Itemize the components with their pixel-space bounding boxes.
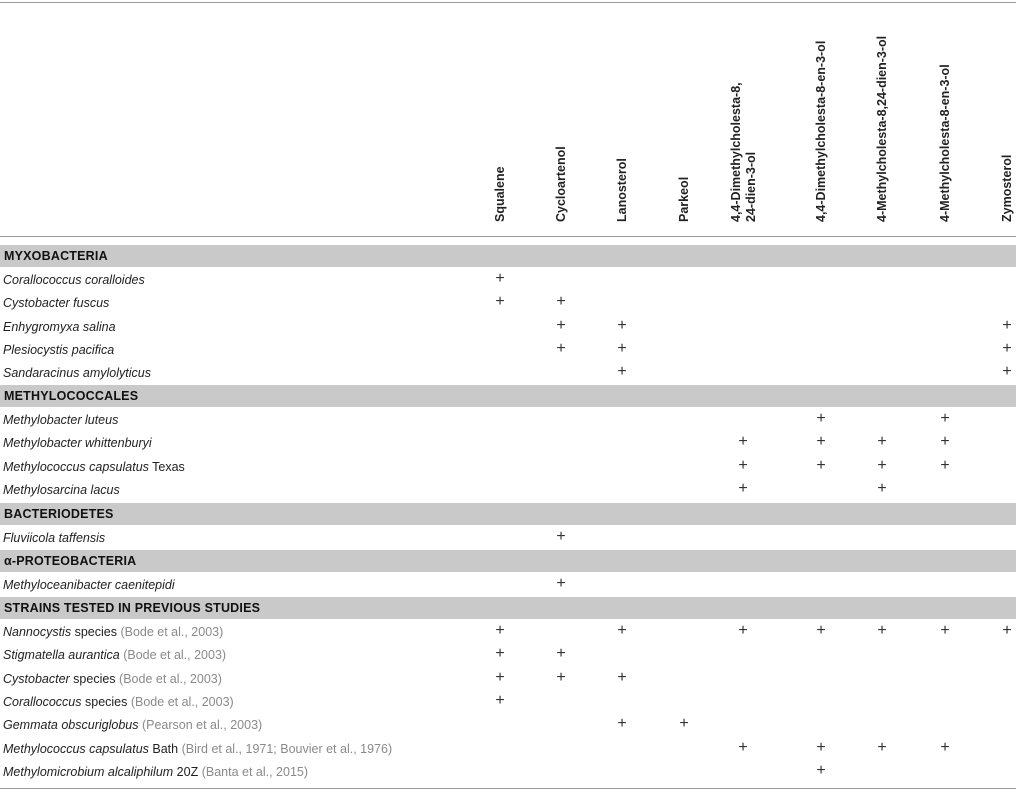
presence-mark: +: [1002, 363, 1012, 381]
presence-mark: +: [940, 433, 950, 451]
organism-species: Corallococcus coralloides: [3, 273, 145, 287]
presence-mark: +: [816, 456, 826, 474]
organism-species: Methylobacter luteus: [3, 413, 119, 427]
bottom-rule: [0, 788, 1016, 789]
table-row: [0, 338, 1016, 361]
organism-name: [3, 413, 118, 427]
organism-species: Methylococcus capsulatus: [3, 459, 149, 474]
presence-mark: +: [556, 528, 566, 545]
presence-mark: +: [556, 668, 566, 686]
organism-suffix: species: [81, 694, 131, 709]
table-row: [0, 478, 1016, 501]
organism-name: [3, 273, 145, 287]
organism-name: [3, 366, 151, 380]
reference-link[interactable]: (Banta et al., 2015): [201, 764, 309, 779]
presence-mark: +: [738, 479, 748, 497]
presence-mark: +: [617, 715, 627, 733]
table-row: [0, 690, 1016, 713]
presence-mark: +: [617, 363, 627, 381]
presence-mark: +: [738, 622, 748, 639]
organism-name: [3, 436, 152, 450]
organism-name: [3, 765, 308, 779]
organism-name: [3, 742, 392, 756]
column-header-9: Zymosterol: [1000, 154, 1014, 222]
section-title: STRAINS TESTED IN PREVIOUS STUDIES: [4, 601, 261, 615]
organism-name: [3, 343, 114, 357]
column-header-7: 4-Methylcholesta-8,24-dien-3-ol: [875, 35, 889, 222]
presence-mark: +: [1002, 339, 1012, 357]
table-row: [0, 291, 1016, 314]
presence-mark: +: [816, 433, 826, 451]
section-header: [0, 245, 1016, 267]
organism-name: [3, 460, 185, 474]
organism-name: [3, 296, 109, 310]
section-header: [0, 503, 1016, 525]
organism-species: Fluviicola taffensis: [3, 531, 106, 545]
presence-mark: +: [556, 339, 566, 357]
table-row: [0, 315, 1016, 338]
presence-mark: +: [495, 668, 505, 686]
column-header-5-line-1: 4,4-Dimethylcholesta-8,: [729, 82, 743, 222]
section-header: [0, 597, 1016, 619]
presence-mark: +: [940, 738, 950, 756]
organism-species: Cystobacter: [3, 671, 70, 686]
presence-mark: +: [1002, 316, 1012, 334]
organism-species: Methyloceanibacter caenitepidi: [3, 578, 175, 592]
presence-mark: +: [816, 761, 826, 779]
presence-mark: +: [877, 433, 887, 451]
reference-link[interactable]: (Bode et al., 2003): [120, 625, 224, 639]
column-header-3: Lanosterol: [615, 158, 629, 222]
organism-suffix: species: [71, 625, 121, 639]
organism-species: Methylomicrobium alcaliphilum: [3, 764, 174, 779]
presence-mark: +: [816, 410, 826, 427]
presence-mark: +: [495, 622, 505, 639]
organism-name: [3, 625, 223, 639]
presence-mark: +: [877, 622, 887, 639]
organism-name: [3, 672, 222, 686]
presence-mark: +: [617, 668, 627, 686]
organism-suffix: species: [69, 671, 120, 686]
organism-species: Methylococcus capsulatus: [3, 741, 149, 756]
organism-name: [3, 320, 116, 334]
presence-mark: +: [556, 645, 566, 663]
table-row: [0, 526, 1016, 549]
section-title: METHYLOCOCCALES: [4, 389, 139, 403]
table-row: [0, 620, 1016, 643]
organism-suffix: 20Z: [173, 764, 202, 779]
reference-link[interactable]: (Bode et al., 2003): [130, 694, 234, 709]
column-header-6: 4,4-Dimethylcholesta-8-en-3-ol: [814, 40, 828, 222]
top-rule: [0, 2, 1016, 3]
organism-species: Stigmatella aurantica: [3, 648, 120, 663]
presence-mark: +: [940, 410, 950, 427]
organism-species: Methylobacter whittenburyi: [3, 436, 152, 451]
organism-name: [3, 578, 175, 592]
organism-name: [3, 718, 262, 732]
organism-suffix: Bath: [148, 741, 182, 756]
organism-name: [3, 695, 234, 709]
presence-mark: +: [940, 456, 950, 474]
organism-species: Sandaracinus amylolyticus: [3, 366, 151, 381]
presence-mark: +: [617, 622, 627, 639]
presence-mark: +: [617, 339, 627, 357]
organism-species: Enhygromyxa salina: [3, 319, 116, 334]
presence-mark: +: [617, 316, 627, 334]
organism-species: Nannocystis: [3, 625, 72, 639]
section-header: [0, 550, 1016, 572]
presence-mark: +: [877, 738, 887, 756]
presence-mark: +: [556, 575, 566, 592]
column-header-8: 4-Methylcholesta-8-en-3-ol: [938, 64, 952, 222]
organism-name: [3, 483, 120, 497]
organism-species: Plesiocystis pacifica: [3, 342, 115, 357]
table-row: [0, 408, 1016, 431]
column-header-1: Squalene: [493, 166, 507, 222]
presence-mark: +: [495, 270, 505, 287]
presence-mark: +: [679, 715, 689, 733]
table-row: [0, 643, 1016, 666]
presence-mark: +: [556, 316, 566, 334]
presence-mark: +: [1002, 622, 1012, 639]
table-row: [0, 455, 1016, 478]
reference-link[interactable]: (Bird et al., 1971; Bouvier et al., 1976): [181, 741, 393, 756]
presence-mark: +: [495, 645, 505, 663]
presence-mark: +: [877, 479, 887, 497]
table-row: [0, 760, 1016, 783]
section-header: [0, 385, 1016, 407]
presence-mark: +: [816, 622, 826, 639]
presence-mark: +: [495, 293, 505, 311]
column-header-2: Cycloartenol: [554, 146, 568, 222]
section-title: α-PROTEOBACTERIA: [4, 554, 137, 568]
presence-mark: +: [738, 456, 748, 474]
presence-mark: +: [556, 293, 566, 311]
presence-mark: +: [940, 622, 950, 639]
presence-mark: +: [816, 738, 826, 756]
table-row: [0, 268, 1016, 291]
section-title: MYXOBACTERIA: [4, 249, 108, 263]
organism-species: Cystobacter fuscus: [3, 296, 110, 311]
presence-mark: +: [738, 433, 748, 451]
presence-mark: +: [495, 691, 505, 709]
organism-species: Gemmata obscuriglobus: [3, 718, 139, 733]
presence-mark: +: [738, 738, 748, 756]
table-row: [0, 573, 1016, 596]
reference-link[interactable]: (Pearson et al., 2003): [141, 718, 263, 733]
organism-species: Methylosarcina lacus: [3, 482, 120, 497]
section-title: BACTERIODETES: [4, 507, 114, 521]
reference-link[interactable]: (Bode et al., 2003): [119, 671, 222, 686]
header-bottom-rule: [0, 236, 1016, 237]
organism-name: [3, 531, 105, 545]
table-row: [0, 361, 1016, 384]
table-row: [0, 667, 1016, 690]
table-row: [0, 737, 1016, 760]
organism-name: [3, 648, 226, 662]
reference-link[interactable]: (Bode et al., 2003): [123, 648, 227, 663]
column-header-4: Parkeol: [677, 176, 691, 222]
organism-suffix: Texas: [148, 459, 185, 474]
table-row: [0, 713, 1016, 736]
organism-species: Corallococcus: [3, 694, 82, 709]
column-header-5-line-2: 24-dien-3-ol: [744, 151, 758, 222]
presence-mark: +: [877, 456, 887, 474]
table-row: [0, 431, 1016, 454]
